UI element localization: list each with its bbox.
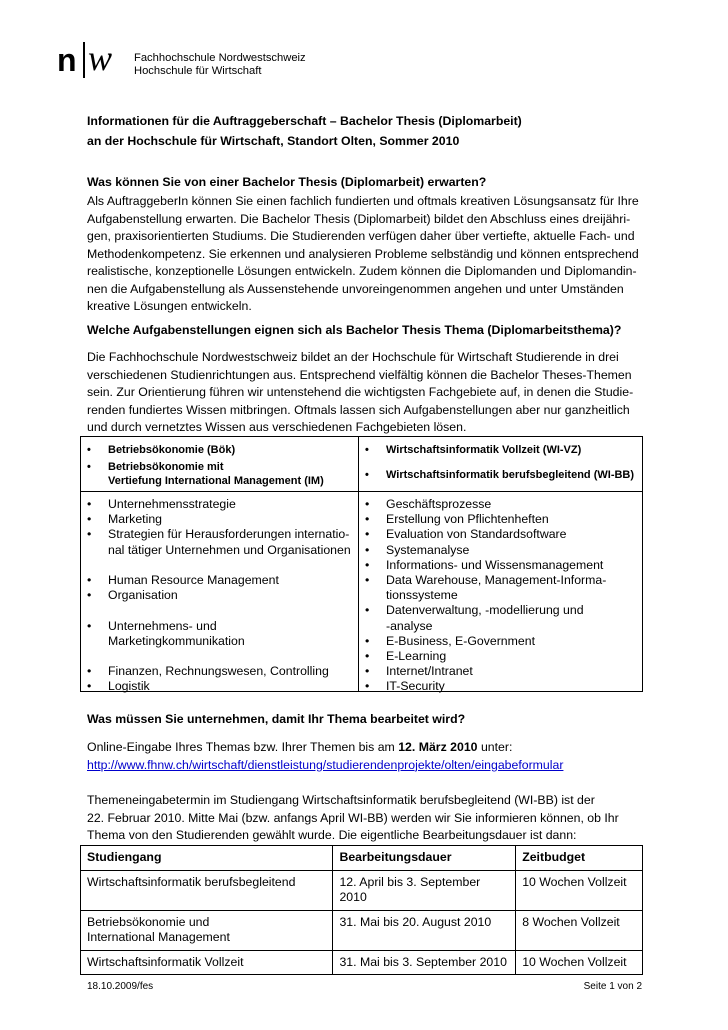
paragraph-line: Themeneingabetermin im Studiengang Wirtschaftsinformatik berufsbegleitend (WI-BB) ist der [87,793,595,807]
list-item-continued: tionssysteme [386,588,458,603]
page-number: Seite 1 von 2 [583,981,642,992]
online-entry-line [87,739,647,757]
left-head [87,443,355,488]
list-item: • Unternehmens- und Marketingkommunikation [87,619,355,649]
table-cell: 10 Wochen Vollzeit [516,950,643,975]
logo-line-1: Fachhochschule Nordwestschweiz [134,52,306,64]
program-boek-im-line2: Vertiefung International Management (IM) [108,475,324,487]
paragraph-line: Thema von den Studierenden gewählt wurde. Die eigentliche Bearbeitungsdauer ist dann: [87,828,577,842]
schedule-table [80,845,643,975]
table-cell: Wirtschaftsinformatik berufsbegleitend [81,870,333,910]
paragraph-line: kreative Lösungen entwickeln. [87,299,252,313]
list-item: • Unternehmensstrategie [87,497,355,512]
logo-text [134,52,306,77]
paragraph-line: 22. Februar 2010. Mitte Mai (bzw. anfangs April WI-BB) werden wir Sie informieren können, ob Ihr [87,810,619,825]
paragraph-line: realistische, konzeptionelle Lösungen entwickeln. Zudem können die Diplomanden und Diplomandin- [87,264,637,278]
table-cell: 10 Wochen Vollzeit [516,870,643,910]
paragraph-line: Aufgabenstellung erwarten. Die Bachelor Thesis (Diplomarbeit) bildet den Abschluss eines dreijähri- [87,211,631,226]
table-header-row [81,846,643,871]
section1-heading: Was können Sie von einer Bachelor Thesis (Diplomarbeit) erwarten? [87,175,487,189]
table-cell: 8 Wochen Vollzeit [516,910,643,950]
list-item: • Finanzen, Rechnungswesen, Controlling [87,664,355,679]
cell-line: Betriebsökonomie und [87,914,210,929]
column-header: Studiengang [81,846,333,871]
list-item: • Internet/Intranet [365,664,641,679]
title-line-1: Informationen für die Auftraggeberschaft – Bachelor Thesis (Diplomarbeit) [87,114,522,128]
cell-line: International Management [87,930,230,944]
program-boek-im: • Betriebsökonomie mit [87,460,355,474]
program-wi-vz: • Wirtschaftsinformatik Vollzeit (WI-VZ) [365,443,641,457]
list-item: • Geschäftsprozesse [365,497,641,512]
list-item: • E-Learning [365,649,641,664]
list-item: • IT-Security [365,679,641,694]
header-divider [81,491,642,492]
logo-mark-n: n [57,42,77,78]
left-subject-list [87,497,355,695]
deadline-date: 12. März 2010 [398,740,478,754]
paragraph-line: Methodenkompetenz. Sie erkennen und analysieren Probleme selbständig und können entsprechend [87,246,639,261]
column-divider [358,437,359,691]
right-subject-list [365,497,641,695]
table-cell [81,910,333,950]
title-line-2: an der Hochschule für Wirtschaft, Standort Olten, Sommer 2010 [87,133,460,148]
subjects-table [80,436,643,692]
list-item: • Data Warehouse, Management-Informa- [365,573,641,588]
list-item-continued: nal tätiger Unternehmen und Organisationen [108,542,351,557]
table-cell: Wirtschaftsinformatik Vollzeit [81,950,333,975]
table-row [81,910,643,950]
logo-divider [83,42,85,78]
section2-paragraph [87,349,647,437]
list-item: • Logistik [87,679,355,694]
table-cell: 31. Mai bis 3. September 2010 [333,950,516,975]
paragraph-line: und durch vernetztes Wissen aus verschiedenen Fachgebieten lösen. [87,420,467,434]
list-item: • Human Resource Management [87,573,355,588]
column-header: Bearbeitungsdauer [333,846,516,871]
paragraph-line: Als AuftraggeberIn können Sie einen fachlich fundierten und oftmals kreativen Lösungsansatz für Ihre [87,194,639,208]
section1-paragraph [87,193,647,316]
list-item: • Evaluation von Standardsoftware [365,527,641,542]
column-header: Zeitbudget [516,846,643,871]
section3-paragraph [87,792,647,845]
table-cell: 12. April bis 3. September 2010 [333,870,516,910]
paragraph-line: renden fundiertes Wissen mitbringen. Oftmals lassen sich Aufgabenstellungen aber nur ganzheitlich [87,402,630,417]
section2-heading: Welche Aufgabenstellungen eignen sich als Bachelor Thesis Thema (Diplomarbeitsthema)? [87,323,622,337]
logo-line-2: Hochschule für Wirtschaft [134,64,262,77]
table-row [81,870,643,910]
paragraph-line: gen, praxisorientierten Studiums. Die Studierenden verfügen daher über vertiefte, aktuelle Fach- und [87,229,635,243]
paragraph-line: Die Fachhochschule Nordwestschweiz bildet an der Hochschule für Wirtschaft Studierende in drei [87,350,619,364]
table-row [81,950,643,975]
paragraph-line: sein. Zur Orientierung führen wir untenstehend die wichtigsten Fachgebiete auf, in denen die Studie- [87,385,634,399]
fhnw-logo [57,40,317,80]
program-boek: • Betriebsökonomie (Bök) [87,443,355,457]
online-entry-suffix: unter: [477,740,513,754]
paragraph-line: nen die Aufgabenstellung als Aussenstehende unvoreingenommen angehen und unter Umständen [87,281,624,296]
section3-heading: Was müssen Sie unternehmen, damit Ihr Thema bearbeitet wird? [87,712,466,726]
table-cell: 31. Mai bis 20. August 2010 [333,910,516,950]
list-item: • Organisation [87,588,355,603]
list-item: • Erstellung von Pflichtenheften [365,512,641,527]
paragraph-line: verschiedenen Studienrichtungen aus. Entsprechend vielfältig können die Bachelor Theses-Themen [87,367,632,382]
online-entry-paragraph [87,739,647,774]
list-item: • E-Business, E-Government [365,634,641,649]
list-item: • Informations- und Wissensmanagement [365,558,641,573]
online-entry-text: Online-Eingabe Ihres Themas bzw. Ihrer Themen bis am [87,740,399,754]
right-head [365,443,641,482]
document-title [87,112,647,151]
logo-mark-w: w [88,38,113,78]
program-wi-bb: • Wirtschaftsinformatik berufsbegleitend (WI-BB) [365,468,641,482]
list-item: • Strategien für Herausforderungen internatio- [87,527,355,542]
entry-form-link[interactable]: http://www.fhnw.ch/wirtschaft/dienstleistung/studierendenprojekte/olten/eingabeformular [87,757,564,772]
list-item: • Datenverwaltung, -modellierung und [365,603,641,618]
list-item: • Marketing [87,512,355,527]
footer-date: 18.10.2009/fes [87,981,154,992]
list-item: • Systemanalyse [365,543,641,558]
list-item-continued: -analyse [386,618,433,633]
